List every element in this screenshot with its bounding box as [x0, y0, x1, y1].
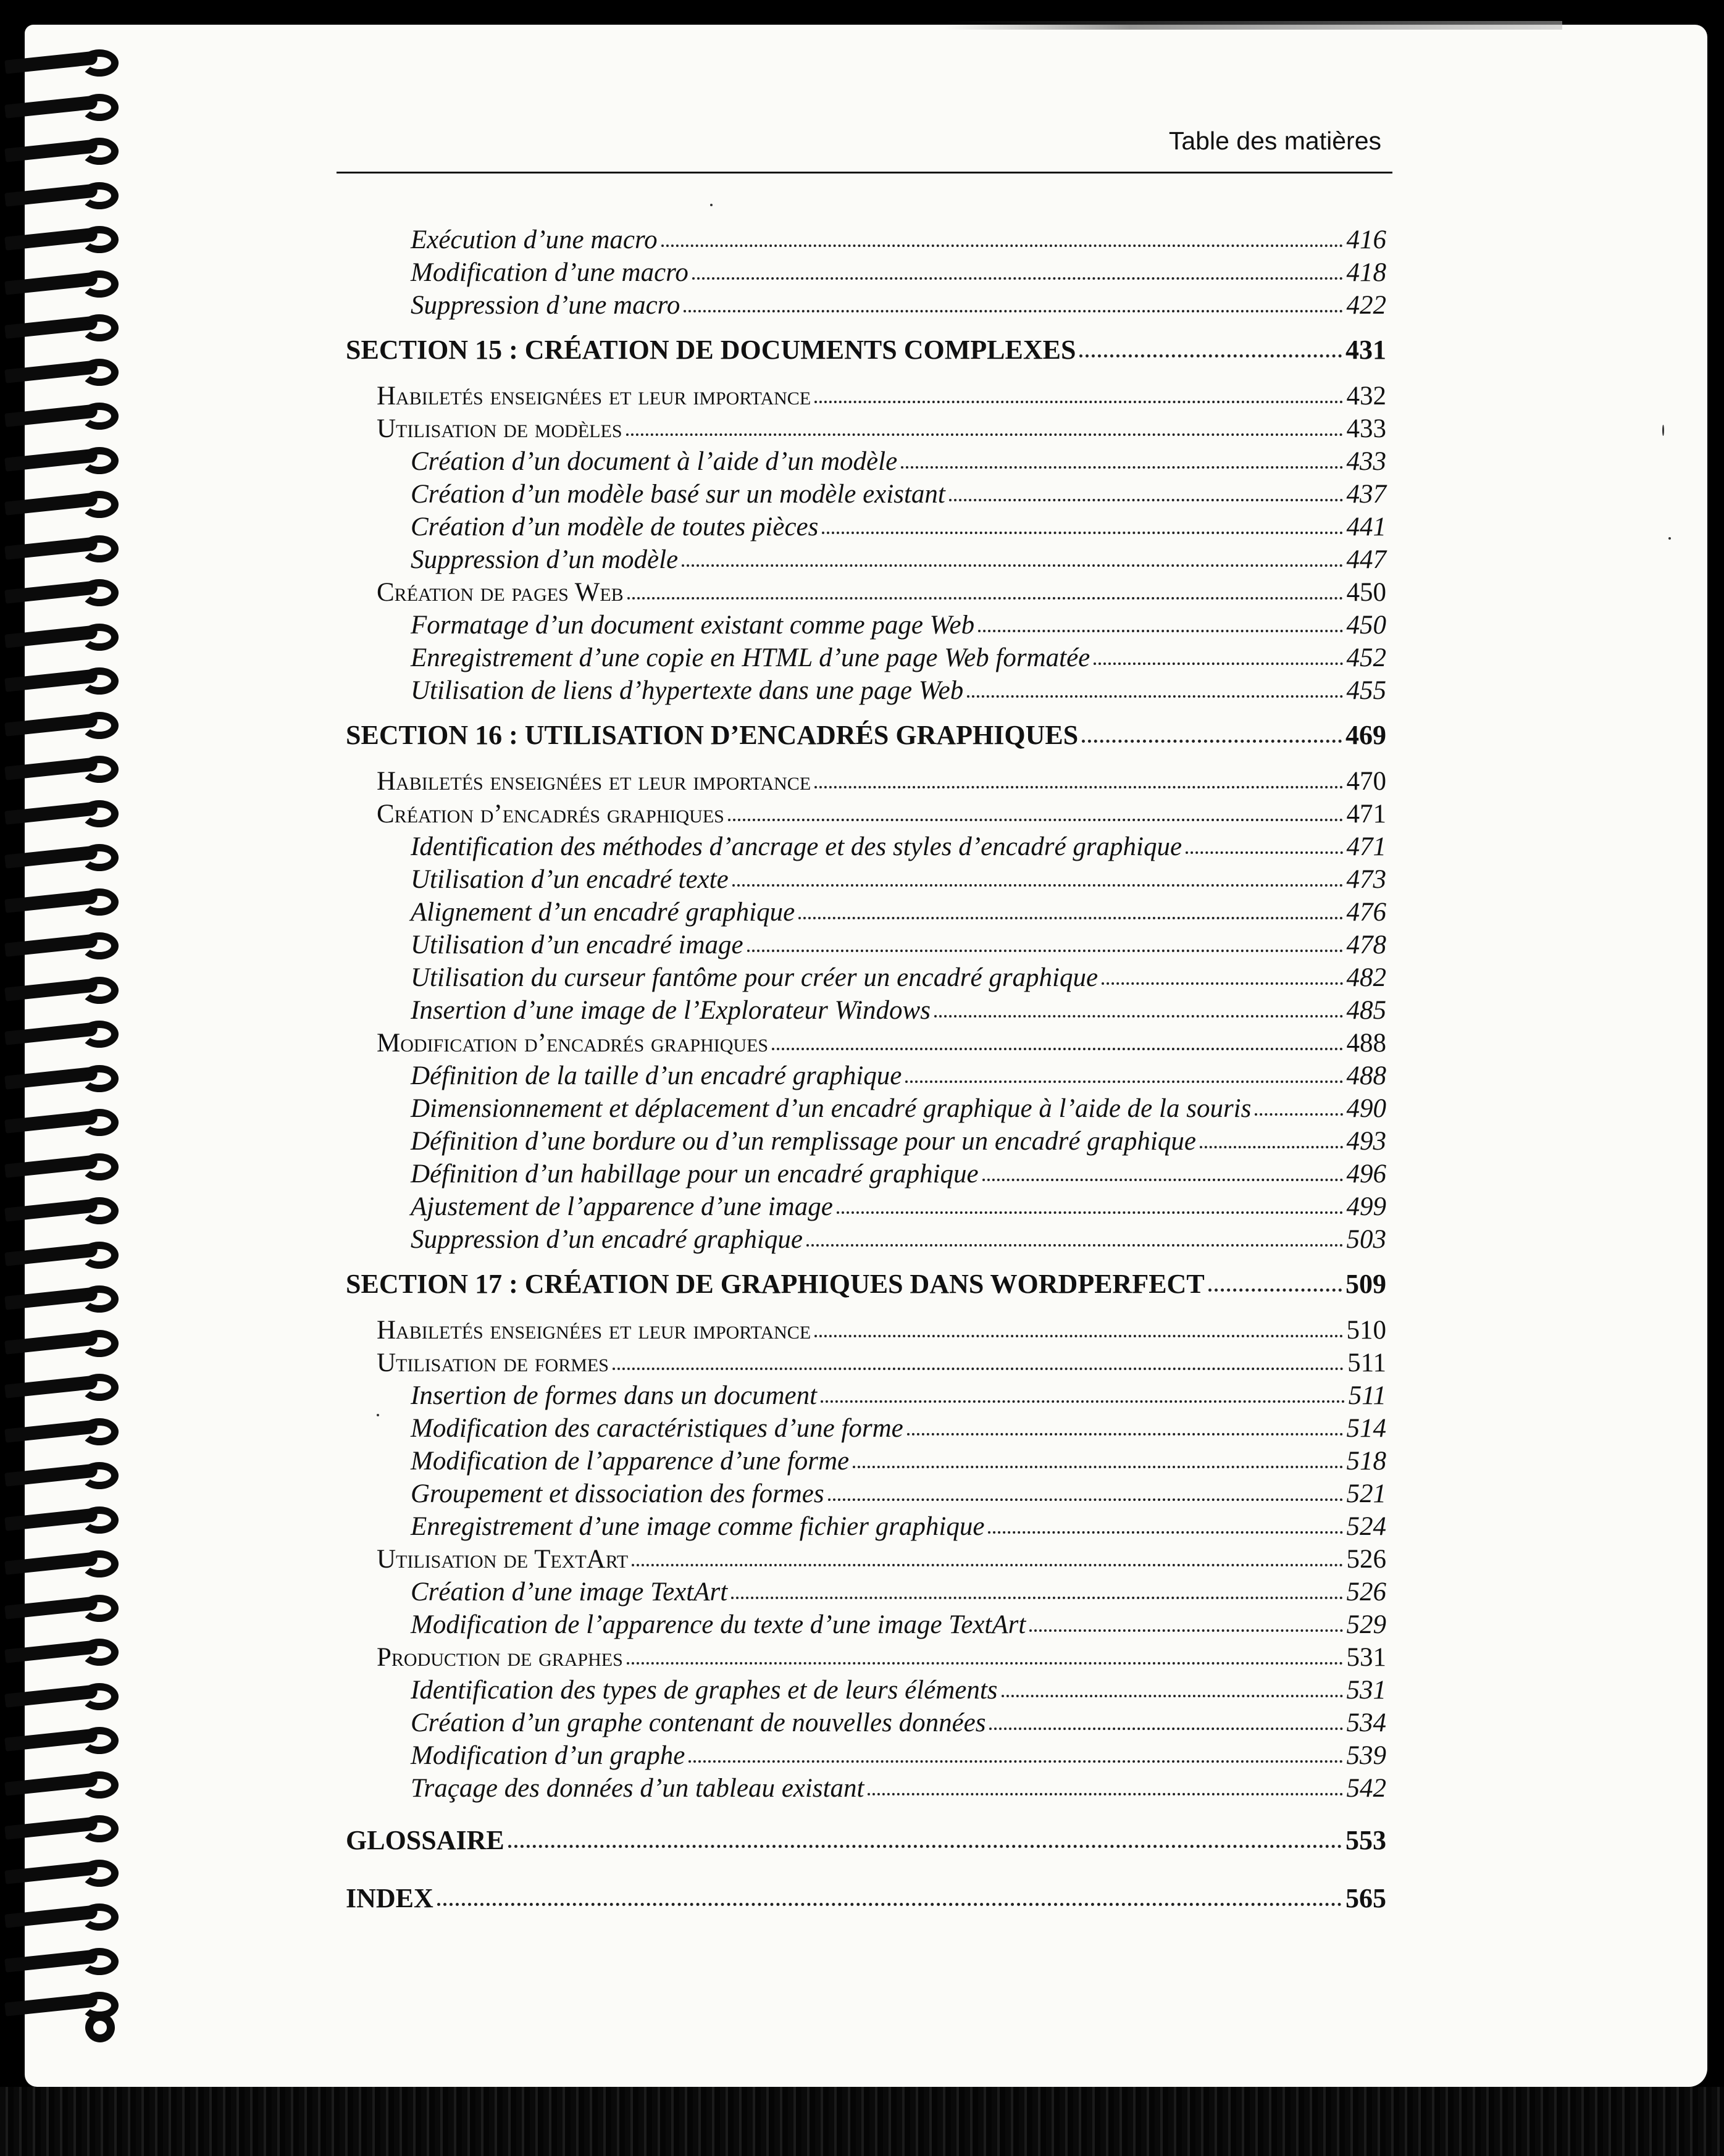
- binding-coil: [5, 667, 122, 696]
- binding-coil: [5, 1418, 122, 1447]
- binding-coil: [5, 1727, 122, 1755]
- toc-entry: Suppression d’un encadré graphique 503: [411, 1225, 1386, 1254]
- binding-coil: [5, 1860, 122, 1888]
- toc-entry: Exécution d’une macro 416: [411, 225, 1386, 254]
- toc-entry: Ajustement de l’apparence d’une image 499: [411, 1192, 1386, 1221]
- binding-coil: [5, 1595, 122, 1623]
- toc-entry: Suppression d’une macro 422: [411, 291, 1386, 320]
- toc-entry: Habiletés enseignées et leur importance 510: [377, 1316, 1386, 1345]
- binding-coil: [5, 138, 122, 166]
- toc-entry: Enregistrement d’une copie en HTML d’une page Web formatée 452: [411, 643, 1386, 672]
- toc-entry: Suppression d’un modèle 447: [411, 545, 1386, 574]
- toc-entry: Définition d’une bordure ou d’un remplissage pour un encadré graphique 493: [411, 1127, 1386, 1156]
- binding-coil: [5, 94, 122, 122]
- toc-entry: Production de graphes 531: [377, 1643, 1386, 1672]
- toc-entry: Définition de la taille d’un encadré graphique 488: [411, 1061, 1386, 1090]
- toc-entry: Modification des caractéristiques d’une forme 514: [411, 1414, 1386, 1443]
- toc-entry: Utilisation de formes 511: [377, 1348, 1386, 1377]
- binding-coil: [5, 888, 122, 917]
- toc-entry: Création d’un graphe contenant de nouvelles données 534: [411, 1708, 1386, 1737]
- binding-coil: [5, 535, 122, 564]
- binding-coil: [5, 1639, 122, 1667]
- toc-entry: Formatage d’un document existant comme page Web 450: [411, 611, 1386, 640]
- binding-coil: [5, 270, 122, 299]
- binding-coil: [5, 1242, 122, 1270]
- table-of-contents: [346, 224, 1386, 1928]
- toc-entry: Habiletés enseignées et leur importance 470: [377, 767, 1386, 796]
- toc-entry: Modification d’encadrés graphiques 488: [377, 1029, 1386, 1058]
- binding-coil: [5, 1771, 122, 1800]
- toc-entry: Groupement et dissociation des formes 521: [411, 1479, 1386, 1508]
- toc-entry: Modification de l’apparence du texte d’une image TextArt 529: [411, 1610, 1386, 1639]
- binding-coil: [5, 1109, 122, 1137]
- binding-coil: [5, 1153, 122, 1182]
- binding-coil: [5, 800, 122, 829]
- toc-entry: Utilisation de modèles 433: [377, 414, 1386, 443]
- scan-bottom-edge: [0, 2087, 1724, 2156]
- toc-entry: Création d’un modèle basé sur un modèle existant 437: [411, 480, 1386, 509]
- speck: [710, 204, 713, 206]
- binding-coil: [5, 226, 122, 254]
- toc-entry: Enregistrement d’une image comme fichier graphique 524: [411, 1512, 1386, 1541]
- binding-coil: [5, 403, 122, 431]
- binding-coil: [5, 1815, 122, 1844]
- binding-end-ring: [85, 2013, 115, 2042]
- toc-entry: Traçage des données d’un tableau existant 542: [411, 1774, 1386, 1803]
- toc-section-15: SECTION 15 : CRÉATION DE DOCUMENTS COMPLEXES 431: [346, 335, 1386, 365]
- binding-coil: [5, 49, 122, 78]
- toc-section-16: SECTION 16 : UTILISATION D’ENCADRÉS GRAPHIQUES 469: [346, 720, 1386, 750]
- binding-coil: [5, 712, 122, 740]
- binding-coil: [5, 491, 122, 519]
- toc-entry: Identification des méthodes d’ancrage et des styles d’encadré graphique 471: [411, 832, 1386, 861]
- binding-coil: [5, 1197, 122, 1226]
- binding-coil: [5, 932, 122, 961]
- binding-coil: [5, 579, 122, 608]
- binding-coil: [5, 314, 122, 343]
- toc-index: INDEX 565: [346, 1883, 1386, 1913]
- toc-entry: Utilisation d’un encadré image 478: [411, 930, 1386, 959]
- toc-entry: Utilisation de liens d’hypertexte dans une page Web 455: [411, 676, 1386, 705]
- toc-entry: Création d’un document à l’aide d’un modèle 433: [411, 447, 1386, 476]
- toc-entry: Modification d’une macro 418: [411, 258, 1386, 287]
- toc-entry: Modification de l’apparence d’une forme 518: [411, 1447, 1386, 1476]
- toc-entry: Insertion de formes dans un document 511: [411, 1381, 1386, 1410]
- binding-coil: [5, 844, 122, 872]
- binding-coil: [5, 1285, 122, 1314]
- toc-entry: Modification d’un graphe 539: [411, 1741, 1386, 1770]
- toc-entry: Utilisation du curseur fantôme pour créer un encadré graphique 482: [411, 963, 1386, 992]
- header-rule: [337, 172, 1392, 173]
- binding-coil: [5, 1021, 122, 1049]
- toc-entry: Utilisation d’un encadré texte 473: [411, 865, 1386, 894]
- binding-coil: [5, 359, 122, 387]
- toc-entry: Définition d’un habillage pour un encadré graphique 496: [411, 1159, 1386, 1189]
- scan-top-edge: [945, 21, 1562, 30]
- toc-entry: Insertion d’une image de l’Explorateur Windows 485: [411, 996, 1386, 1025]
- binding-coil: [5, 624, 122, 652]
- speck: [1662, 425, 1664, 436]
- toc-entry: Création d’un modèle de toutes pièces 441: [411, 512, 1386, 541]
- binding-coil: [5, 1683, 122, 1711]
- binding-coil: [5, 447, 122, 475]
- binding-coil: [5, 1903, 122, 1932]
- toc-entry: Habiletés enseignées et leur importance 432: [377, 382, 1386, 411]
- binding-coil: [5, 1065, 122, 1093]
- binding-coil: [5, 1330, 122, 1358]
- toc-entry: Création d’une image TextArt 526: [411, 1577, 1386, 1607]
- binding-coil: [5, 977, 122, 1005]
- binding-coil: [5, 182, 122, 211]
- binding-coil: [5, 1948, 122, 1976]
- running-header: Table des matières: [1168, 127, 1381, 155]
- binding-coil: [5, 1374, 122, 1402]
- toc-entry: Identification des types de graphes et de leurs éléments 531: [411, 1676, 1386, 1705]
- binding-coil: [5, 1462, 122, 1490]
- toc-entry: Alignement d’un encadré graphique 476: [411, 898, 1386, 927]
- toc-entry: Dimensionnement et déplacement d’un encadré graphique à l’aide de la souris 490: [411, 1094, 1386, 1123]
- spiral-binding: [0, 49, 130, 2062]
- toc-section-17: SECTION 17 : CRÉATION DE GRAPHIQUES DANS WORDPERFECT 509: [346, 1269, 1386, 1299]
- binding-coil: [5, 1506, 122, 1535]
- toc-entry: Création d’encadrés graphiques 471: [377, 800, 1386, 829]
- toc-glossaire: GLOSSAIRE 553: [346, 1825, 1386, 1855]
- binding-coil: [5, 756, 122, 784]
- binding-coil: [5, 1550, 122, 1579]
- speck: [1668, 537, 1671, 540]
- toc-entry: Utilisation de TextArt 526: [377, 1545, 1386, 1574]
- toc-entry: Création de pages Web 450: [377, 578, 1386, 607]
